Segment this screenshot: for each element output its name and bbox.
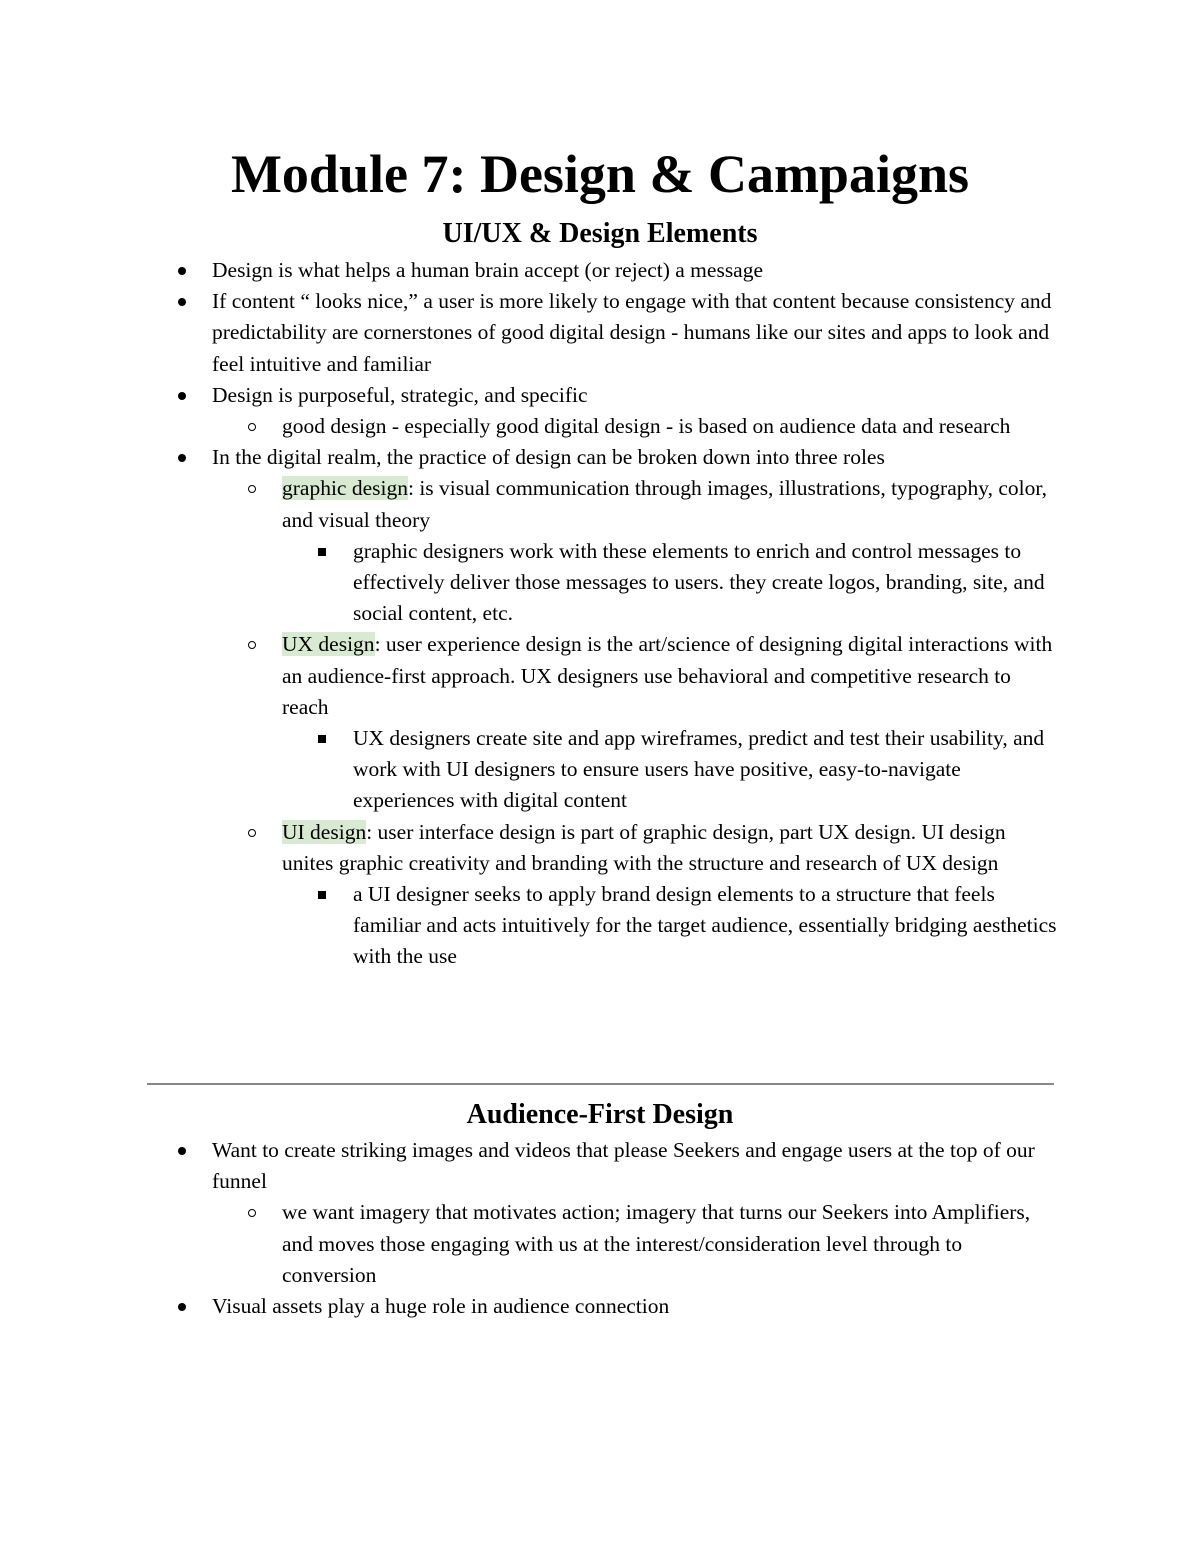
list-item [0, 442, 1057, 473]
list-item-text: graphic designers work with these elements to enrich and control messages to effectively deliver those messages to users. they create logos, branding, site, and social content, etc. [353, 538, 1045, 626]
list-item [0, 1135, 1057, 1197]
list-item-text: Design is purposeful, strategic, and specific [212, 382, 588, 407]
list-item-text: : user interface design is part of graphic design, part UX design. UI design unites graphic creativity and branding with the structure and research of UX design [282, 819, 1006, 875]
list-item-text: : user experience design is the art/science of designing digital interactions with an audience-first approach. UX designers use behavioral and competitive research to reach [282, 632, 1053, 719]
list-item [0, 473, 1057, 535]
list-item-text: a UI designer seeks to apply brand design elements to a structure that feels familiar and acts intuitively for the target audience, essentially bridging aesthetics with the use [353, 882, 1057, 969]
list-item [0, 536, 1059, 630]
list-item-text: In the digital realm, the practice of design can be broken down into three roles [212, 445, 885, 470]
list-item [0, 723, 1059, 817]
page-title: Module 7: Design & Campaigns [230, 144, 970, 204]
list-item [0, 286, 1057, 380]
list-item [0, 879, 1059, 973]
list-item [0, 629, 1057, 723]
list-item-text: If content “ looks nice,” a user is more likely to engage with that content because consistency and predictability are cornerstones of good digital design - humans like our sites and apps to look and feel intuitive and familiar [212, 289, 1052, 376]
list-item [0, 411, 1057, 442]
horizontal-divider [147, 1083, 1054, 1085]
audience-first-bullet-list [0, 1135, 1200, 1322]
highlighted-term-graphic-design: graphic design [282, 476, 408, 501]
list-item [0, 380, 1057, 411]
list-item-text: UX designers create site and app wireframes, predict and test their usability, and work with UI designers to ensure users have positive, easy-to-navigate experiences with digital content [353, 726, 1045, 813]
list-item [0, 1291, 1057, 1322]
ui-ux-bullet-list [0, 255, 1200, 973]
list-item [0, 1197, 1057, 1291]
list-item-text: Visual assets play a huge role in audience connection [212, 1294, 670, 1319]
list-item [0, 817, 1057, 879]
list-item-text: Want to create striking images and videos that please Seekers and engage users at the top of our funnel [212, 1138, 1035, 1194]
highlighted-term-ux-design: UX design [282, 632, 375, 657]
highlighted-term-ui-design: UI design [282, 819, 367, 844]
list-item-text: Design is what helps a human brain accept (or reject) a message [212, 258, 764, 282]
list-item [0, 255, 1057, 286]
section-heading-ui-ux: UI/UX & Design Elements [442, 218, 758, 249]
list-item-text: good design - especially good digital design - is based on audience data and research [282, 414, 1011, 439]
list-item-text: we want imagery that motivates action; imagery that turns our Seekers into Amplifiers, and moves those engaging with us at the interest/consideration level through to conversion [282, 1200, 1031, 1287]
section-heading-audience-first: Audience-First Design [466, 1099, 734, 1130]
list-item-text: : is visual communication through images, illustrations, typography, color, and visual theory [282, 476, 1048, 532]
